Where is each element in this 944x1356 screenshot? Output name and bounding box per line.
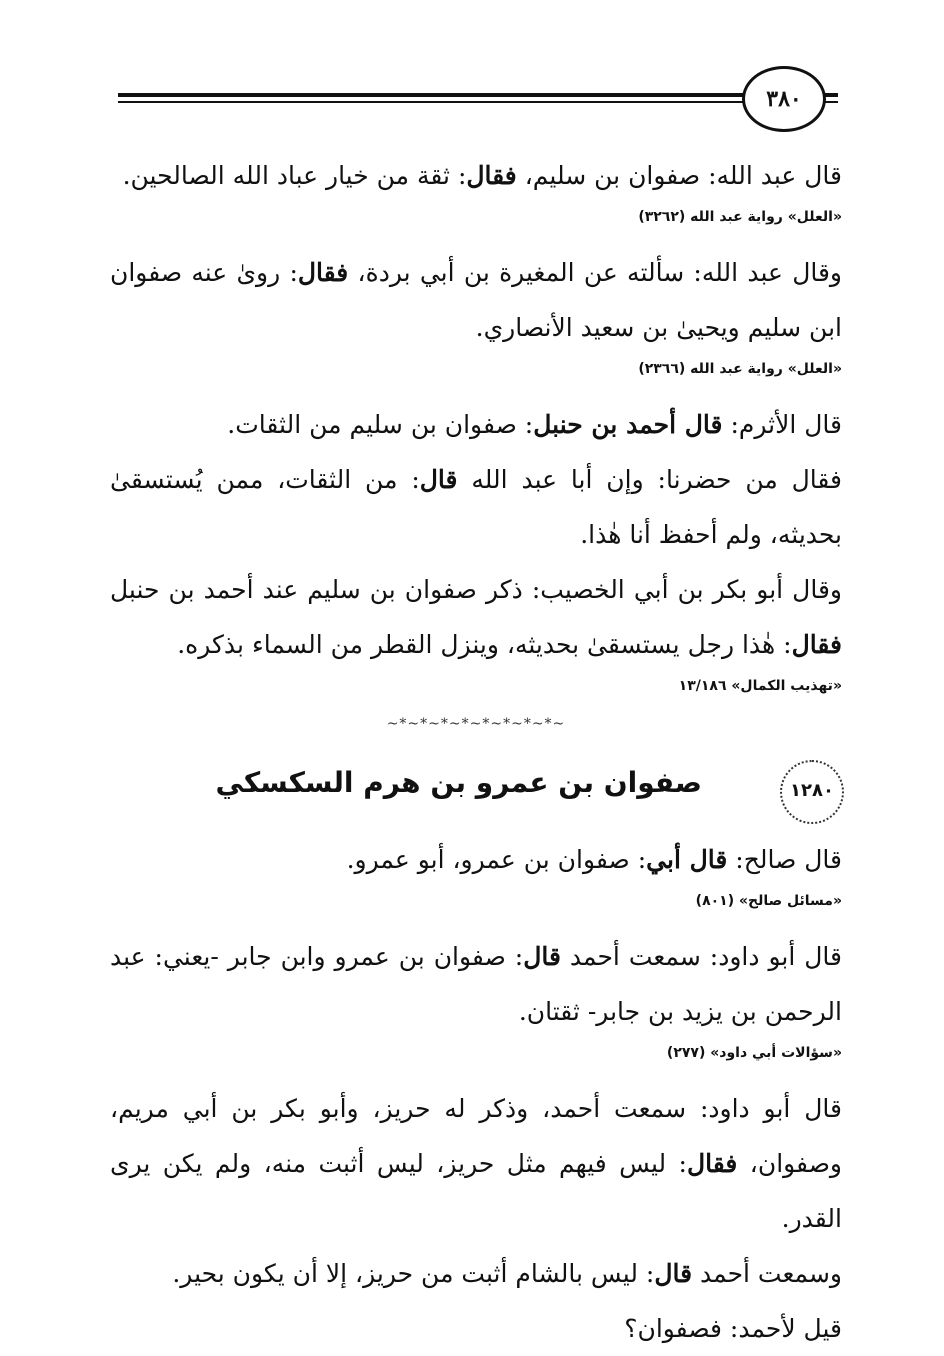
- header-rule-thick: [118, 93, 744, 97]
- header-rule-thin: [118, 101, 744, 103]
- paragraph: قال أبو داود: سمعت أحمد، وذكر له حريز، وأبو بكر بن أبي مريم، وصفوان، فقال: ليس فيهم مثل حريز، ليس أثبت منه، ولم يكن يرى القدر.: [110, 1094, 842, 1233]
- entry-number-badge: ١٢٨٠: [780, 760, 844, 824]
- paragraph: قال أبو داود: سمعت أحمد قال: صفوان بن عمرو وابن جابر -يعني: عبد الرحمن بن يزيد بن جابر- ثقتان.: [110, 942, 842, 1026]
- paragraph: وقال أبو بكر بن أبي الخصيب: ذكر صفوان بن سليم عند أحمد بن حنبل فقال: هٰذا رجل يستسقىٰ بحديثه، وينزل القطر من السماء بذكره.: [110, 575, 842, 659]
- paragraph: قيل لأحمد: فصفوان؟: [624, 1314, 842, 1343]
- source-citation: «العلل» رواية عبد الله (٣٢٦٢): [638, 209, 842, 225]
- paragraph: فقال من حضرنا: وإن أبا عبد الله قال: من الثقات، ممن يُستسقىٰ بحديثه، ولم أحفظ أنا هٰذا.: [110, 465, 842, 549]
- source-citation: «تهذيب الكمال» ١٣/١٨٦: [678, 678, 842, 694]
- paragraph: قال عبد الله: صفوان بن سليم، فقال: ثقة من خيار عباد الله الصالحين.: [122, 161, 842, 190]
- page-number: ٣٨٠: [742, 66, 826, 132]
- source-citation: «العلل» رواية عبد الله (٢٣٦٦): [638, 361, 842, 377]
- section-divider-ornament: ~*~*~*~*~*~*~*~*~: [386, 716, 566, 732]
- source-citation: «مسائل صالح» (٨٠١): [695, 893, 842, 909]
- source-citation: «سؤالات أبي داود» (٢٧٧): [666, 1045, 842, 1061]
- entry-title: صفوان بن عمرو بن هرم السكسكي: [215, 766, 702, 799]
- paragraph: قال الأثرم: قال أحمد بن حنبل: صفوان بن سليم من الثقات.: [227, 410, 842, 439]
- paragraph: قال صالح: قال أبي: صفوان بن عمرو، أبو عمرو.: [346, 845, 842, 874]
- page-body: [110, 148, 842, 1356]
- entry-heading: [110, 754, 842, 824]
- paragraph: وسمعت أحمد قال: ليس بالشام أثبت من حريز، إلا أن يكون بحير.: [172, 1259, 842, 1288]
- paragraph: وقال عبد الله: سألته عن المغيرة بن أبي بردة، فقال: روىٰ عنه صفوان ابن سليم ويحيىٰ بن سعيد الأنصاري.: [110, 258, 843, 342]
